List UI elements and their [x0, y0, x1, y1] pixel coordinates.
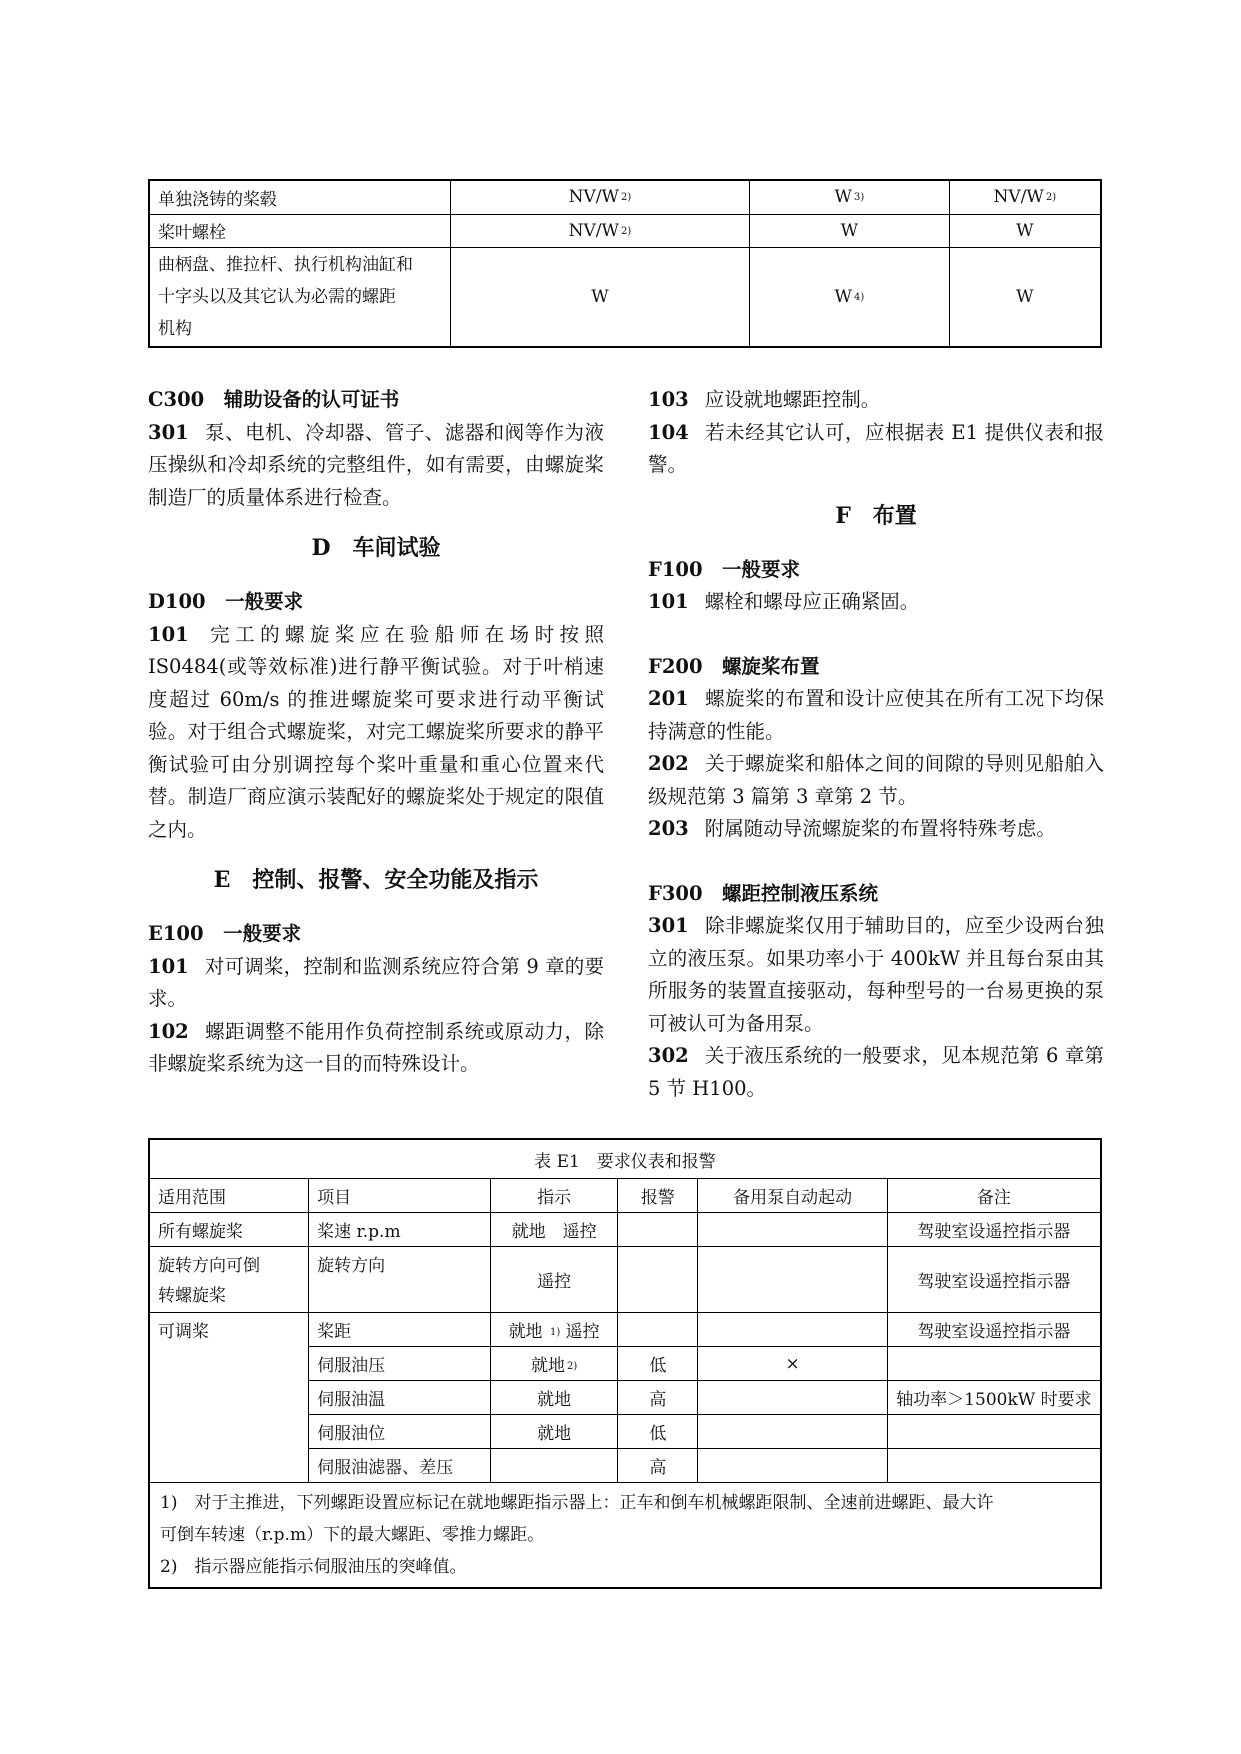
cell-alarm: 低 [618, 1347, 698, 1381]
cell-alarm [618, 1313, 698, 1347]
cell-remark [887, 1347, 1101, 1381]
cell-indication: 就地 [490, 1381, 618, 1415]
right-column [648, 384, 1104, 1105]
cell-alarm [618, 1247, 698, 1313]
cell-standby-pump: × [698, 1347, 888, 1381]
cell-remark: 驾驶室设遥控指示器 [887, 1247, 1101, 1313]
paragraph-f200-203: 203 附属随动导流螺旋桨的布置将特殊考虑。 [648, 817, 1056, 840]
section-title-f: F 布置 [835, 502, 917, 529]
cell-alarm: 低 [618, 1415, 698, 1449]
cell-alarm: 高 [618, 1449, 698, 1483]
paragraph-e100-103: 103 应设就地螺距控制。 [648, 388, 881, 411]
cell-remark [887, 1449, 1101, 1483]
heading-e100: E100 一般要求 [148, 922, 302, 945]
cell-remark: 轴功率＞1500kW 时要求 [887, 1381, 1101, 1415]
cell-indication: 就地 $^{2)}$ [490, 1347, 618, 1381]
cell: NV/W $^{2)}$ [450, 214, 749, 247]
heading-f200: F200 螺旋桨布置 [648, 654, 820, 678]
heading-d100: D100 一般要求 [148, 590, 304, 613]
cell-standby-pump [698, 1213, 888, 1247]
column-header: 项目 [309, 1179, 491, 1213]
cell: NV/W $^{2)}$ [949, 180, 1101, 214]
inspection-table [148, 179, 1102, 348]
cell: W $^{4)}$ [750, 247, 950, 347]
cell-indication: 就地 [490, 1415, 618, 1449]
paragraph-c300-301: 301 泵、电机、冷却器、管子、滤器和阀等作为液压操纵和冷却系统的完整组件，如有需要，由螺旋桨制造厂的质量体系进行检查。 [148, 420, 604, 509]
table-header-row [149, 1179, 1101, 1213]
cell: W [750, 214, 950, 247]
paragraph-f300-302: 302 关于液压系统的一般要求，见本规范第 6 章第 5 节 H100。 [648, 1044, 1104, 1100]
cell-alarm: 高 [618, 1381, 698, 1415]
section-title-e: E 控制、报警、安全功能及指示 [213, 867, 539, 893]
paragraph-e100-104: 104 若未经其它认可，应根据表 E1 提供仪表和报警。 [648, 420, 1104, 476]
cell-item: 伺服油滤器、差压 [309, 1449, 491, 1483]
note: 2) 指示器应能指示伺服油压的突峰值。 [160, 1557, 467, 1577]
cell-standby-pump [698, 1415, 888, 1449]
cell: NV/W $^{2)}$ [450, 180, 749, 214]
cell-item: 伺服油位 [309, 1415, 491, 1449]
column-header: 备用泵自动起动 [698, 1179, 888, 1213]
cell-item: 旋转方向 [309, 1247, 491, 1313]
cell: W [949, 247, 1101, 347]
table-e1 [148, 1138, 1102, 1589]
cell-indication: 就地 $^{1)}$ 遥控 [490, 1313, 618, 1347]
section-title-d: D 车间试验 [311, 535, 441, 561]
cell-standby-pump [698, 1381, 888, 1415]
cell-indication: 就地 遥控 [490, 1213, 618, 1247]
table-row [149, 1213, 1101, 1247]
cell: W $^{3)}$ [750, 180, 950, 214]
cell-scope: 所有螺旋桨 [149, 1213, 309, 1247]
table-row [149, 214, 1101, 247]
cell-item: 单独浇铸的桨毂 [149, 180, 450, 214]
table-notes-row [149, 1483, 1101, 1589]
table-row [149, 180, 1101, 214]
heading-f100: F100 一般要求 [648, 557, 801, 581]
cell-item: 伺服油压 [309, 1347, 491, 1381]
column-header: 备注 [887, 1179, 1101, 1213]
cell-indication [490, 1449, 618, 1483]
cell-indication: 遥控 [490, 1247, 618, 1313]
cell-standby-pump [698, 1449, 888, 1483]
paragraph-f200-202: 202 关于螺旋桨和船体之间的间隙的导则见船舶入级规范第 3 篇第 3 章第 2 节。 [648, 752, 1104, 808]
cell-remark [887, 1415, 1101, 1449]
table-row [149, 1313, 1101, 1347]
column-header: 适用范围 [149, 1179, 309, 1213]
paragraph-e100-101: 101 对可调桨，控制和监测系统应符合第 9 章的要求。 [148, 954, 604, 1010]
column-header: 报警 [618, 1179, 698, 1213]
cell-remark: 驾驶室设遥控指示器 [887, 1313, 1101, 1347]
spacer [648, 619, 1104, 651]
heading-f300: F300 螺距控制液压系统 [648, 881, 879, 905]
column-header: 指示 [490, 1179, 618, 1213]
spacer [648, 846, 1104, 878]
cell-item: 桨叶螺栓 [149, 214, 450, 247]
cell-item: 曲柄盘、推拉杆、执行机构油缸和 十字头以及其它认为必需的螺距 机构 [149, 247, 450, 347]
heading-c300: C300 辅助设备的认可证书 [148, 388, 400, 411]
cell-item: 伺服油温 [309, 1381, 491, 1415]
table-row [149, 247, 1101, 347]
cell: W [949, 214, 1101, 247]
left-column [148, 384, 604, 1081]
cell-alarm [618, 1213, 698, 1247]
note: 1) 对于主推进，下列螺距设置应标记在就地螺距指示器上：正车和倒车机械螺距限制、全速前进螺距、最大许 [160, 1493, 994, 1513]
cell-item: 桨距 [309, 1313, 491, 1347]
note: 可倒车转速（r.p.m）下的最大螺距、零推力螺距。 [160, 1525, 545, 1545]
cell-scope: 旋转方向可倒 转螺旋桨 [149, 1247, 309, 1313]
paragraph-d100-101: 101 完工的螺旋桨应在验船师在场时按照IS0484(或等效标准)进行静平衡试验。对于叶梢速度超过 60m/s 的推进螺旋桨可要求进行动平衡试验。对于组合式螺旋桨，对完工螺旋桨所要求的静平衡试验可由分别调控每个桨叶重量和重心位置来代替。制造厂商应演示装配好的螺旋桨处于规定的限值之内。 [148, 622, 604, 841]
cell-item: 桨速 r.p.m [309, 1213, 491, 1247]
table-caption: 表 E1 要求仪表和报警 [149, 1139, 1101, 1179]
cell: W [450, 247, 749, 347]
paragraph-f300-301: 301 除非螺旋桨仅用于辅助目的，应至少设两台独立的液压泵。如果功率小于 400kW 并且每台泵由其所服务的装置直接驱动，每种型号的一台易更换的泵可被认可为备用泵。 [648, 914, 1104, 1035]
cell-standby-pump [698, 1313, 888, 1347]
paragraph-f100-101: 101 螺栓和螺母应正确紧固。 [648, 590, 920, 613]
paragraph-f200-201: 201 螺旋桨的布置和设计应使其在所有工况下均保持满意的性能。 [648, 687, 1104, 743]
paragraph-e100-102: 102 螺距调整不能用作负荷控制系统或原动力，除非螺旋桨系统为这一目的而特殊设计。 [148, 1019, 604, 1075]
table-row [149, 1247, 1101, 1313]
cell-scope: 可调桨 [149, 1313, 309, 1483]
cell-remark: 驾驶室设遥控指示器 [887, 1213, 1101, 1247]
table-notes [149, 1483, 1101, 1589]
cell-standby-pump [698, 1247, 888, 1313]
table-caption-row [149, 1139, 1101, 1179]
